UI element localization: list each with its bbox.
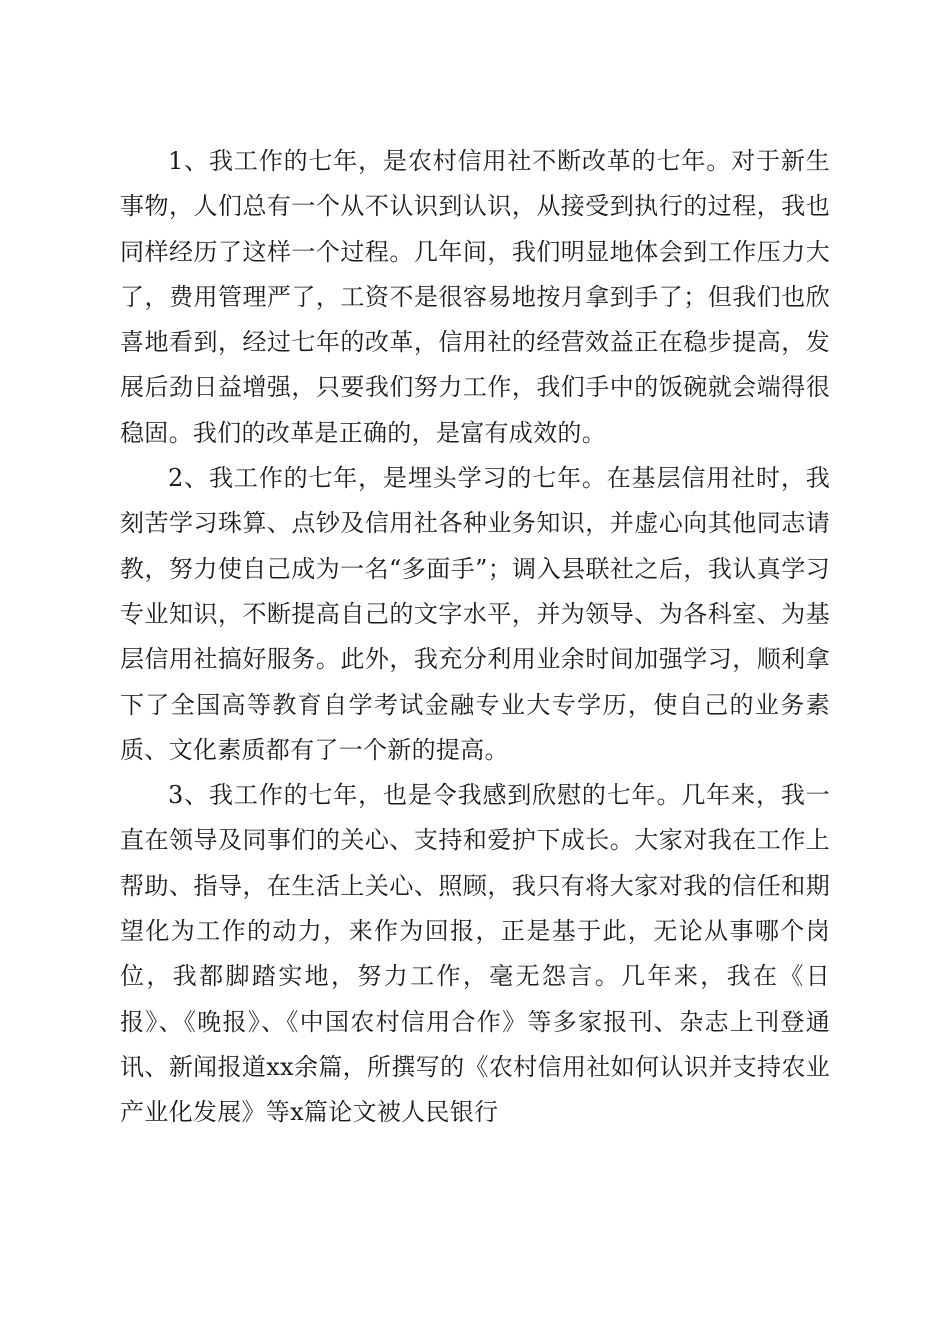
paragraph-2: 2、我工作的七年，是埋头学习的七年。在基层信用社时，我刻苦学习珠算、点钞及信用社各种业务知识，并虚心向其他同志请教，努力使自己成为一名“多面手”；调入县联社之后，我认真学习专业知识，不断提高自己的文字水平，并为领导、为各科室、为基层信用社搞好服务。此外，我充分利用业余时间加强学习，顺利拿下了全国高等教育自学考试金融专业大专学历，使自己的业务素质、文化素质都有了一个新的提高。 (120, 464, 830, 764)
paragraph-3: 3、我工作的七年，也是令我感到欣慰的七年。几年来，我一直在领导及同事们的关心、支持和爱护下成长。大家对我在工作上帮助、指导，在生活上关心、照顾，我只有将大家对我的信任和期望化为工作的动力，来作为回报，正是基于此，无论从事哪个岗位，我都脚踏实地，努力工作，毫无怨言。几年来，我在《日报》、《晚报》、《中国农村信用合作》等多家报刊、杂志上刊登通讯、新闻报道xx余篇，所撰写的《农村信用社如何认识并支持农业产业化发展》等x篇论文被人民银行 (120, 781, 830, 1127)
document-body (120, 139, 830, 1136)
paragraph-1: 1、我工作的七年，是农村信用社不断改革的七年。对于新生事物，人们总有一个从不认识到认识，从接受到执行的过程，我也同样经历了这样一个过程。几年间，我们明显地体会到工作压力大了，费用管理严了，工资不是很容易地按月拿到手了；但我们也欣喜地看到，经过七年的改革，信用社的经营效益正在稳步提高，发展后劲日益增强，只要我们努力工作，我们手中的饭碗就会端得很稳固。我们的改革是正确的，是富有成效的。 (120, 147, 830, 447)
